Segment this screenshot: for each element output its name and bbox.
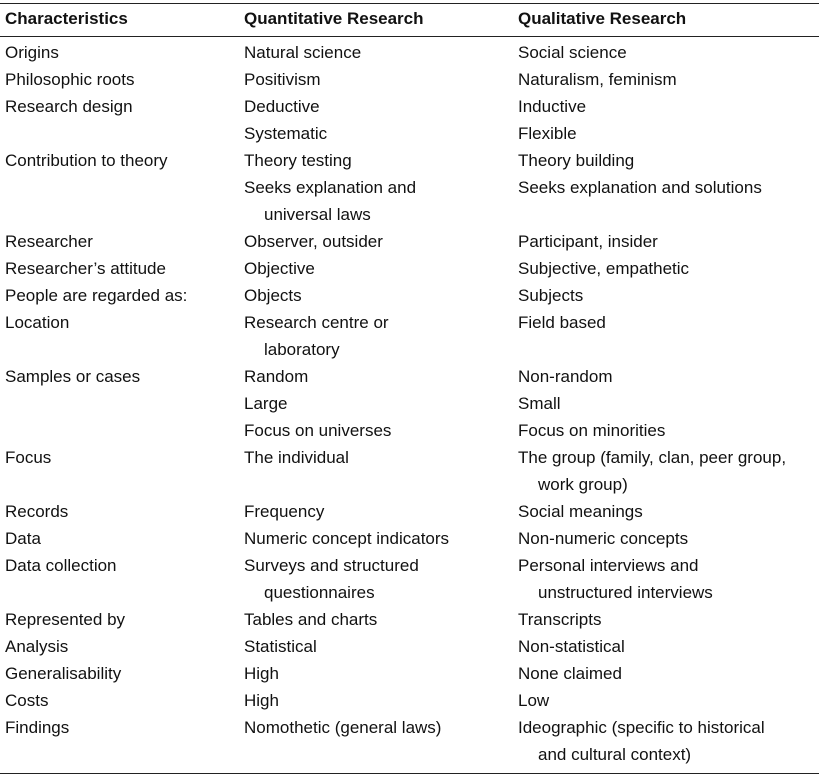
cell-line: Positivism xyxy=(244,70,321,89)
cell-characteristic xyxy=(5,444,51,471)
table-header-rule xyxy=(0,36,819,37)
cell-line: Tables and charts xyxy=(244,610,378,629)
cell-line: Statistical xyxy=(244,637,317,656)
cell-characteristic xyxy=(5,687,48,714)
cell-line: Theory building xyxy=(518,151,635,170)
cell-line: Subjective, empathetic xyxy=(518,259,690,278)
cell-quantitative xyxy=(244,498,324,525)
cell-line: Seeks explanation and solutions xyxy=(518,178,762,197)
cell-quantitative xyxy=(244,309,389,363)
cell-characteristic xyxy=(5,309,69,336)
cell-qualitative xyxy=(518,147,634,174)
table-bottom-rule xyxy=(0,773,819,774)
cell-line: Participant, insider xyxy=(518,232,658,251)
cell-line: Subjects xyxy=(518,286,584,305)
cell-line: Records xyxy=(5,502,69,521)
cell-characteristic xyxy=(5,228,93,255)
cell-line: Natural science xyxy=(244,43,362,62)
cell-line: Random xyxy=(244,367,309,386)
cell-quantitative xyxy=(244,255,315,282)
cell-line: Inductive xyxy=(518,97,587,116)
cell-characteristic xyxy=(5,363,140,390)
cell-line: Small xyxy=(518,394,561,413)
cell-qualitative xyxy=(518,687,549,714)
cell-line: Large xyxy=(244,394,288,413)
table-row xyxy=(0,363,819,390)
cell-characteristic xyxy=(5,525,41,552)
cell-line: High xyxy=(244,664,279,683)
cell-quantitative xyxy=(244,174,416,228)
cell-qualitative xyxy=(518,606,601,633)
table-body xyxy=(0,39,819,768)
table-row xyxy=(0,228,819,255)
table-row xyxy=(0,174,819,228)
cell-line: Objects xyxy=(244,286,302,305)
cell-line: Focus on minorities xyxy=(518,421,666,440)
cell-quantitative xyxy=(244,66,321,93)
cell-line: and cultural context) xyxy=(538,745,692,764)
cell-line: unstructured interviews xyxy=(538,583,713,602)
table-row xyxy=(0,39,819,66)
cell-line: Surveys and structured xyxy=(244,556,419,575)
cell-quantitative xyxy=(244,687,279,714)
table-row xyxy=(0,390,819,417)
cell-line: Field based xyxy=(518,313,606,332)
cell-line: Observer, outsider xyxy=(244,232,383,251)
cell-line: Analysis xyxy=(5,637,69,656)
cell-characteristic xyxy=(5,147,168,174)
cell-line: Non-statistical xyxy=(518,637,625,656)
cell-qualitative xyxy=(518,282,583,309)
cell-quantitative xyxy=(244,444,349,471)
cell-line: Samples or cases xyxy=(5,367,141,386)
cell-line: Origins xyxy=(5,43,59,62)
cell-characteristic xyxy=(5,714,69,741)
table-header-row xyxy=(0,9,819,33)
cell-quantitative xyxy=(244,525,449,552)
cell-quantitative xyxy=(244,147,352,174)
cell-line: The individual xyxy=(244,448,349,467)
cell-line: Philosophic roots xyxy=(5,70,135,89)
cell-line: Generalisability xyxy=(5,664,122,683)
cell-line: Nomothetic (general laws) xyxy=(244,718,442,737)
cell-quantitative xyxy=(244,93,320,120)
cell-quantitative xyxy=(244,282,302,309)
cell-line: Non-random xyxy=(518,367,613,386)
cell-qualitative xyxy=(518,228,658,255)
cell-line: Objective xyxy=(244,259,315,278)
table-row xyxy=(0,309,819,363)
header-quantitative-research: Quantitative Research xyxy=(244,9,424,28)
cell-line: Theory testing xyxy=(244,151,352,170)
cell-qualitative xyxy=(518,525,688,552)
cell-quantitative xyxy=(244,714,441,741)
table-row xyxy=(0,417,819,444)
table-row xyxy=(0,66,819,93)
table-row xyxy=(0,255,819,282)
cell-qualitative xyxy=(518,39,627,66)
cell-qualitative xyxy=(518,714,765,768)
cell-quantitative xyxy=(244,363,308,390)
cell-line: High xyxy=(244,691,279,710)
cell-qualitative xyxy=(518,255,689,282)
cell-qualitative xyxy=(518,93,586,120)
header-qualitative-research: Qualitative Research xyxy=(518,9,687,28)
cell-line: Ideographic (specific to historical xyxy=(518,718,765,737)
cell-line: Focus on universes xyxy=(244,421,392,440)
cell-line: Transcripts xyxy=(518,610,602,629)
table-row xyxy=(0,120,819,147)
table-row xyxy=(0,633,819,660)
cell-qualitative xyxy=(518,174,762,201)
cell-characteristic xyxy=(5,606,125,633)
table-row xyxy=(0,552,819,606)
cell-line: Represented by xyxy=(5,610,126,629)
cell-line: Research design xyxy=(5,97,133,116)
cell-quantitative xyxy=(244,633,317,660)
cell-line: Data collection xyxy=(5,556,117,575)
cell-line: Social meanings xyxy=(518,502,643,521)
cell-characteristic xyxy=(5,498,68,525)
cell-line: universal laws xyxy=(264,205,371,224)
table-row xyxy=(0,444,819,498)
table-row xyxy=(0,606,819,633)
cell-qualitative xyxy=(518,633,625,660)
cell-quantitative xyxy=(244,660,279,687)
cell-characteristic xyxy=(5,66,134,93)
cell-line: Findings xyxy=(5,718,70,737)
cell-quantitative xyxy=(244,120,327,147)
cell-characteristic xyxy=(5,552,117,579)
cell-quantitative xyxy=(244,228,383,255)
cell-qualitative xyxy=(518,120,577,147)
cell-quantitative xyxy=(244,417,391,444)
cell-quantitative xyxy=(244,606,377,633)
cell-line: Naturalism, feminism xyxy=(518,70,677,89)
cell-qualitative xyxy=(518,417,665,444)
cell-line: Seeks explanation and xyxy=(244,178,417,197)
cell-line: Research centre or xyxy=(244,313,389,332)
cell-line: Low xyxy=(518,691,550,710)
cell-characteristic xyxy=(5,282,187,309)
cell-line: Personal interviews and xyxy=(518,556,699,575)
cell-line: Costs xyxy=(5,691,49,710)
cell-quantitative xyxy=(244,390,287,417)
cell-line: People are regarded as: xyxy=(5,286,188,305)
cell-line: work group) xyxy=(538,475,628,494)
cell-quantitative xyxy=(244,552,419,606)
cell-line: Non-numeric concepts xyxy=(518,529,689,548)
cell-line: Data xyxy=(5,529,41,548)
cell-qualitative xyxy=(518,552,713,606)
cell-qualitative xyxy=(518,390,561,417)
cell-characteristic xyxy=(5,255,166,282)
cell-characteristic xyxy=(5,93,133,120)
cell-line: Contribution to theory xyxy=(5,151,168,170)
cell-characteristic xyxy=(5,633,68,660)
cell-line: Systematic xyxy=(244,124,328,143)
cell-qualitative xyxy=(518,309,606,336)
table-row xyxy=(0,525,819,552)
table-row xyxy=(0,498,819,525)
cell-qualitative xyxy=(518,363,613,390)
cell-line: questionnaires xyxy=(264,583,375,602)
cell-qualitative xyxy=(518,660,622,687)
cell-line: Numeric concept indicators xyxy=(244,529,450,548)
cell-line: laboratory xyxy=(264,340,340,359)
table-row xyxy=(0,93,819,120)
cell-qualitative xyxy=(518,66,677,93)
cell-line: The group (family, clan, peer group, xyxy=(518,448,787,467)
cell-line: Frequency xyxy=(244,502,325,521)
header-characteristics: Characteristics xyxy=(5,9,128,28)
cell-quantitative xyxy=(244,39,361,66)
table-row xyxy=(0,714,819,768)
cell-characteristic xyxy=(5,660,121,687)
table-row xyxy=(0,660,819,687)
cell-line: Focus xyxy=(5,448,52,467)
cell-line: Researcher xyxy=(5,232,93,251)
cell-line: Flexible xyxy=(518,124,577,143)
cell-line: Location xyxy=(5,313,70,332)
cell-qualitative xyxy=(518,444,786,498)
cell-line: Researcher’s attitude xyxy=(5,259,166,278)
cell-line: Deductive xyxy=(244,97,320,116)
cell-line: Social science xyxy=(518,43,627,62)
cell-characteristic xyxy=(5,39,59,66)
table-row xyxy=(0,282,819,309)
table-row xyxy=(0,147,819,174)
cell-line: None claimed xyxy=(518,664,622,683)
cell-qualitative xyxy=(518,498,643,525)
table-top-rule xyxy=(0,3,819,4)
table-row xyxy=(0,687,819,714)
